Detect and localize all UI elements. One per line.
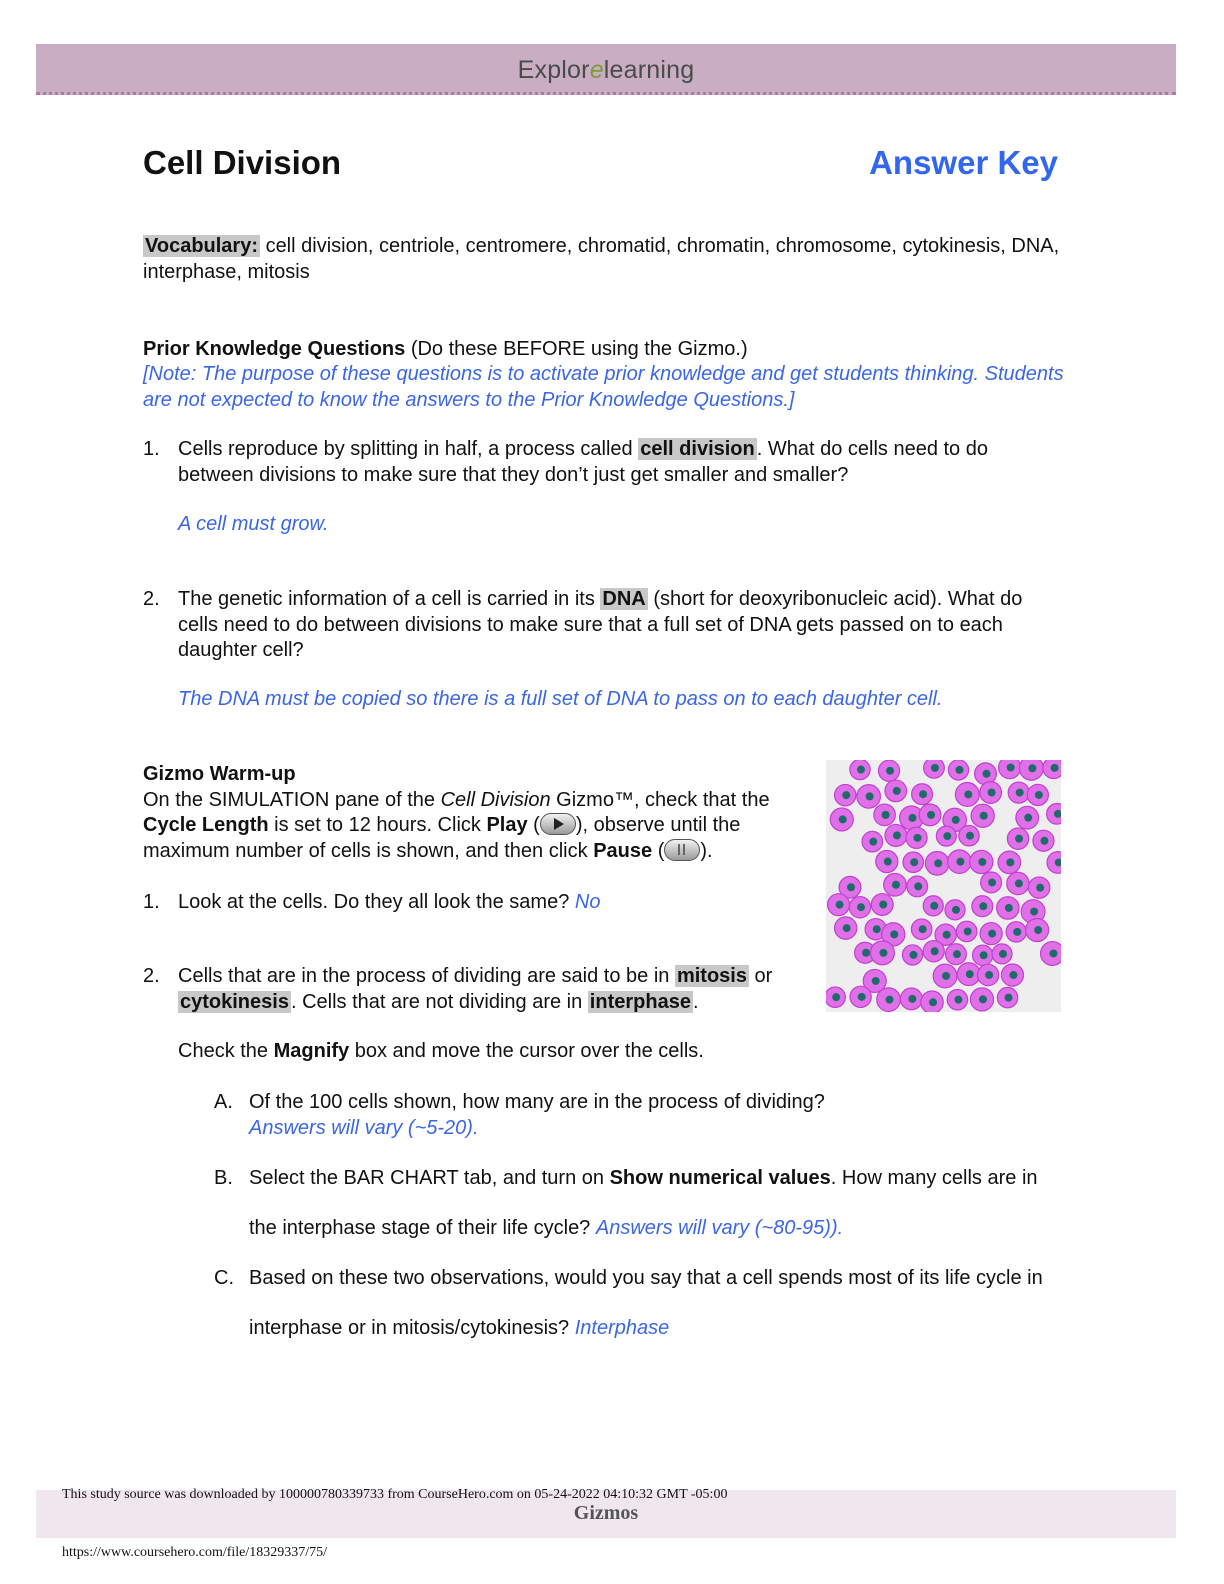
cell-nucleus xyxy=(914,882,922,890)
cell-nucleus xyxy=(980,951,988,959)
cell-nucleus xyxy=(988,789,996,797)
subquestion-b: B. Select the BAR CHART tab, and turn on Show numerical values. How many cells are in the interphase stage of their life cycle? Answers will vary (~80-95)). xyxy=(214,1167,1038,1239)
cell-nucleus xyxy=(1040,837,1048,845)
page-title: Cell Division xyxy=(143,144,342,181)
warmup-question-2: 2. Cells that are in the process of dividing are said to be in mitosis or cytokinesis . Cells that are not dividing are in interphase . xyxy=(143,965,773,1013)
prior-knowledge-note: [Note: The purpose of these questions is to activate prior knowledge and get students thinking. Students are not expected to know the answers to the Prior Knowledge Questions.] xyxy=(143,363,1064,411)
cell-nucleus xyxy=(919,790,927,798)
cell-nucleus xyxy=(857,903,865,911)
cell-nucleus xyxy=(1016,789,1024,797)
cell-nucleus xyxy=(954,996,962,1004)
cell-nucleus xyxy=(872,977,880,985)
warmup-heading: Gizmo Warm-up xyxy=(143,763,296,785)
answer-key-label: Answer Key xyxy=(869,144,1058,181)
prior-answer-1: A cell must grow. xyxy=(178,513,329,535)
cell-nucleus xyxy=(964,927,972,935)
prior-question-1: 1. Cells reproduce by splitting in half, a process called cell division . What do cells need to do between divisions to make sure that they don’t just get smaller and smaller? xyxy=(143,438,988,486)
cell-nucleus xyxy=(980,812,988,820)
cell-nucleus xyxy=(1049,949,1057,957)
cell-nucleus xyxy=(842,791,850,799)
cell-nucleus xyxy=(1009,971,1017,979)
cell-nucleus xyxy=(869,838,877,846)
cell-nucleus xyxy=(1013,928,1021,936)
cell-nucleus xyxy=(882,811,890,819)
cell-nucleus xyxy=(873,925,881,933)
cell-nucleus xyxy=(942,972,950,980)
cell-nucleus xyxy=(999,950,1007,958)
cell-nucleus xyxy=(929,998,937,1006)
cell-nucleus xyxy=(927,811,935,819)
cell-nucleus xyxy=(832,993,840,1001)
cell-nucleus xyxy=(843,924,851,932)
cell-nucleus xyxy=(890,930,898,938)
cell-nucleus xyxy=(1028,764,1036,772)
cell-nucleus xyxy=(879,900,887,908)
term-dna: DNA xyxy=(602,588,646,610)
pause-icon xyxy=(664,839,700,861)
cell-nucleus xyxy=(1007,764,1015,772)
cell-nucleus xyxy=(943,832,951,840)
warmup-intro: On the SIMULATION pane of the Cell Division Gizmo™, check that the Cycle Length is set to 12 hours. Click Play ( ), observe until the maximum number of cells is shown, and then click Pause ( ). xyxy=(143,788,770,862)
cell-nucleus xyxy=(955,766,963,774)
cell-nucleus xyxy=(931,764,939,772)
cell-nucleus xyxy=(866,792,874,800)
cell-nucleus xyxy=(839,815,847,823)
cell-nucleus xyxy=(886,996,894,1004)
cells-illustration xyxy=(826,760,1061,1012)
header-band xyxy=(36,44,1176,95)
cell-nucleus xyxy=(1051,764,1059,772)
cell-nucleus xyxy=(858,993,866,1001)
cell-nucleus xyxy=(914,834,922,842)
cell-nucleus xyxy=(884,858,892,866)
cell-nucleus xyxy=(934,859,942,867)
prior-knowledge-heading-note: (Do these BEFORE using the Gizmo.) xyxy=(410,338,748,360)
cell-nucleus xyxy=(857,766,865,774)
play-icon xyxy=(540,813,576,835)
term-cell-division: cell division xyxy=(640,438,755,460)
cell-nucleus xyxy=(910,858,918,866)
cell-nucleus xyxy=(893,787,901,795)
cell-nucleus xyxy=(910,951,918,959)
cell-nucleus xyxy=(1035,791,1043,799)
subquestion-a: A. Of the 100 cells shown, how many are in the process of dividing? Answers will vary (~5-20). xyxy=(214,1091,825,1139)
prior-answer-2: The DNA must be copied so there is a full set of DNA to pass on to each daughter cell. xyxy=(178,688,943,710)
cell-nucleus xyxy=(985,971,993,979)
cell-nucleus xyxy=(952,906,960,914)
cell-nucleus xyxy=(988,930,996,938)
cell-nucleus xyxy=(1030,908,1038,916)
cell-nucleus xyxy=(1024,814,1032,822)
cell-nucleus xyxy=(836,901,844,909)
term-cytokinesis: cytokinesis xyxy=(180,990,289,1013)
cell-nucleus xyxy=(952,816,960,824)
cell-nucleus xyxy=(1034,926,1042,934)
cell-nucleus xyxy=(847,883,855,891)
prior-knowledge-heading: Prior Knowledge Questions xyxy=(143,338,406,360)
cell-nucleus xyxy=(893,831,901,839)
cell-nucleus xyxy=(979,902,987,910)
cell-nucleus xyxy=(1005,994,1013,1002)
cell-nucleus xyxy=(919,925,927,933)
cell-nucleus xyxy=(1015,835,1023,843)
cell-nucleus xyxy=(930,902,938,910)
prior-knowledge-heading-row xyxy=(143,337,1073,363)
cell-nucleus xyxy=(862,949,870,957)
cell-nucleus xyxy=(979,995,987,1003)
cell-nucleus xyxy=(953,950,961,958)
cell-nucleus xyxy=(908,995,916,1003)
cell-nucleus xyxy=(978,858,986,866)
cell-nucleus xyxy=(983,770,991,778)
cell-nucleus xyxy=(1005,904,1013,912)
cell-nucleus xyxy=(956,858,964,866)
vocabulary-label: Vocabulary: xyxy=(145,235,258,257)
logo-swirl-icon: e xyxy=(589,56,604,84)
cell-nucleus xyxy=(966,970,974,978)
cell-nucleus xyxy=(1036,884,1044,892)
simulation-cells-image xyxy=(826,760,1061,1012)
cell-nucleus xyxy=(879,949,887,957)
gizmos-logo: Gizmos xyxy=(573,1502,639,1524)
cell-nucleus xyxy=(931,947,939,955)
cell-nucleus xyxy=(1015,879,1023,887)
study-source-notice: This study source was downloaded by 100000780339733 from CourseHero.com on 05-24-2022 04:10:32 GMT -05:00 xyxy=(62,1487,728,1502)
prior-question-2: 2. The genetic information of a cell is carried in its DNA (short for deoxyribonucleic acid). What do cells need to do between divisions to make sure that a full set of DNA gets passed on to each daughter cell? xyxy=(143,588,1023,661)
vocabulary-section xyxy=(143,234,1073,285)
cell-nucleus xyxy=(988,878,996,886)
explorelearning-logo: Explorelearning xyxy=(517,56,695,84)
cell-nucleus xyxy=(966,832,974,840)
warmup-question-1: 1. Look at the cells. Do they all look the same? No xyxy=(143,891,601,913)
cell-nucleus xyxy=(886,767,894,775)
term-interphase: interphase xyxy=(589,990,691,1013)
cell-nucleus xyxy=(943,931,951,939)
cell-nucleus xyxy=(908,814,916,822)
warmup-section xyxy=(143,762,813,864)
source-url[interactable]: https://www.coursehero.com/file/18329337/75/ xyxy=(62,1545,328,1560)
term-mitosis: mitosis xyxy=(676,965,747,987)
magnify-instruction: Check the Magnify box and move the cursor over the cells. xyxy=(178,1040,704,1062)
subquestion-c: C. Based on these two observations, would you say that a cell spends most of its life cycle in interphase or in mitosis/cytokinesis? Interphase xyxy=(214,1267,1043,1339)
cell-nucleus xyxy=(892,881,900,889)
cell-nucleus xyxy=(964,790,972,798)
cell-nucleus xyxy=(1006,858,1014,866)
vocabulary-terms: cell division, centriole, centromere, chromatid, chromatin, chromosome, cytokinesis, DNA, interphase, mitosis xyxy=(143,235,1060,283)
